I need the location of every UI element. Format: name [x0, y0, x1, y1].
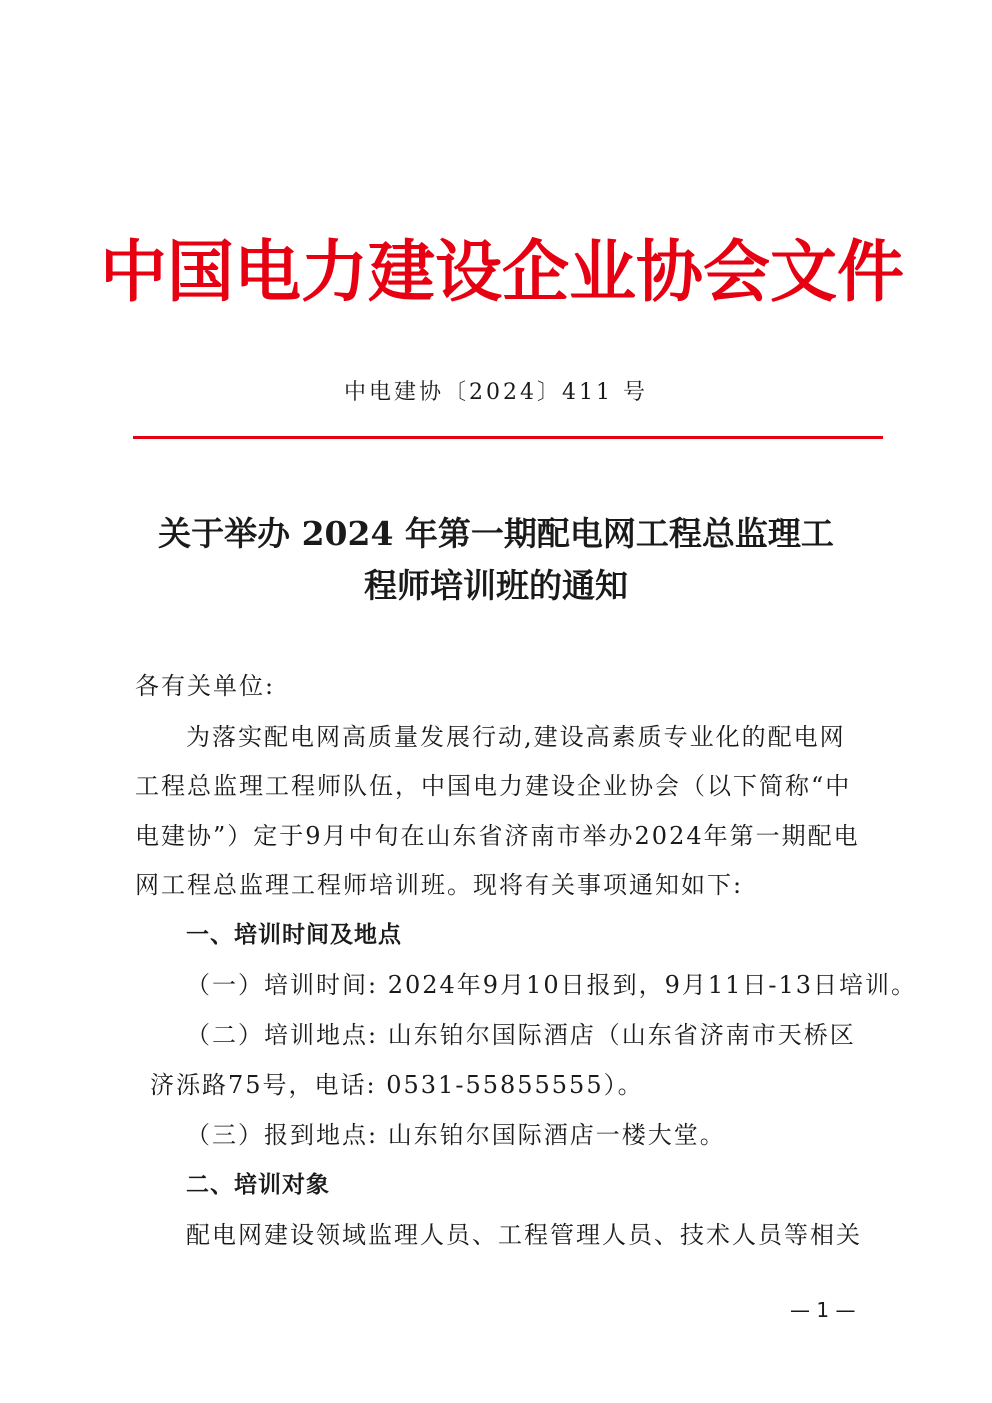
intro-line-1: 为落实配电网高质量发展行动,建设高素质专业化的配电网	[186, 723, 846, 751]
page-number: — 1 —	[790, 1298, 856, 1322]
notice-title-line-2: 程师培训班的通知	[364, 566, 628, 605]
notice-title	[120, 508, 872, 612]
section-1-heading: 一、培训时间及地点	[186, 922, 402, 948]
salutation: 各有关单位:	[135, 672, 276, 700]
section-1-item-1: （一）培训时间: 2024年9月10日报到，9月11日-13日培训。	[186, 971, 918, 999]
red-divider-line	[133, 436, 883, 439]
document-number: 中电建协〔2024〕411 号	[344, 380, 648, 405]
section-2-heading: 二、培训对象	[186, 1172, 330, 1198]
intro-line-4: 网工程总监理工程师培训班。现将有关事项通知如下:	[135, 871, 744, 899]
intro-line-3: 电建协”）定于9月中旬在山东省济南市举办2024年第一期配电	[135, 822, 860, 850]
intro-line-2: 工程总监理工程师队伍，中国电力建设企业协会（以下简称“中	[135, 772, 852, 800]
section-2-text: 配电网建设领域监理人员、工程管理人员、技术人员等相关	[186, 1221, 862, 1249]
section-1-item-2-cont: 济泺路75号，电话: 0531-55855555）。	[150, 1071, 644, 1099]
org-header-title: 中国电力建设企业协会文件	[100, 232, 904, 311]
section-1-item-3: （三）报到地点: 山东铂尔国际酒店一楼大堂。	[186, 1121, 726, 1149]
notice-title-line-1: 关于举办 2024 年第一期配电网工程总监理工	[158, 514, 834, 553]
section-1-item-2: （二）培训地点: 山东铂尔国际酒店（山东省济南市天桥区	[186, 1021, 856, 1049]
